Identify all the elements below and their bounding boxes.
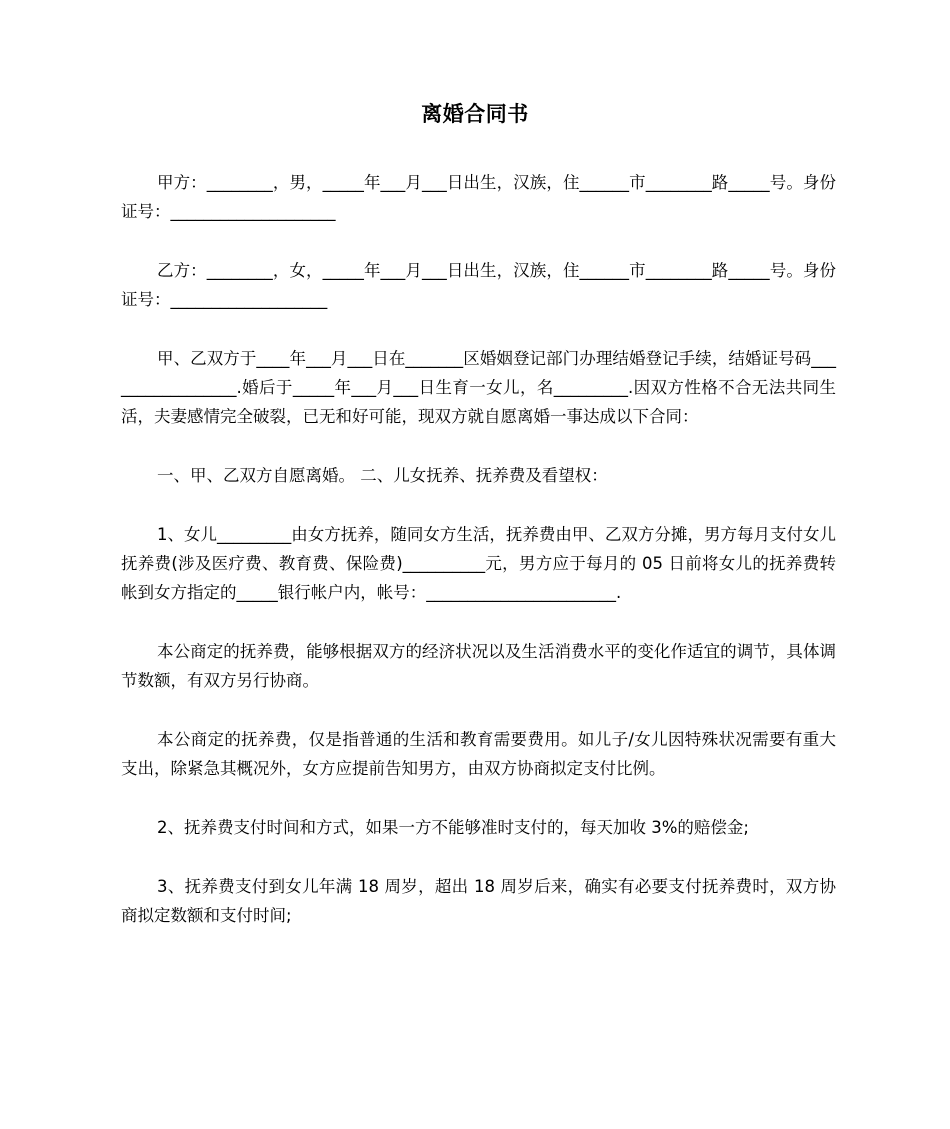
document-title: 离婚合同书	[421, 102, 529, 126]
clause-heading-paragraph: 一、甲、乙双方自愿离婚。 二、儿女抚养、抚养费及看望权：	[157, 466, 608, 485]
payment-terms-paragraph: 2、抚养费支付时间和方式，如果一方不能够准时支付的，每天加收 3%的赔偿金;	[157, 818, 749, 837]
document-body	[121, 168, 836, 960]
payment-duration-paragraph: 3、抚养费支付到女儿年满 18 周岁，超出 18 周岁后来，确实有必要支付抚养费时，双方协商拟定数额和支付时间;	[121, 877, 836, 925]
party-a-paragraph: 甲方：________，男，_____年___月___日出生，汉族，住______市________路_____号。身份证号：____________________	[121, 173, 836, 221]
marriage-info-paragraph: 甲、乙双方于____年___月___日在_______区婚姻登记部门办理结婚登记手续，结婚证号码_________________.婚后于_____年___月___日生育一女儿，名_________.因双方性格不合无法共同生活，夫妻感情完全破裂，已无和好可能，现双方就自愿离婚一事达成以下合同：	[121, 349, 836, 426]
party-b-paragraph: 乙方：________，女，_____年___月___日出生，汉族，住______市________路_____号。身份证号：___________________	[121, 261, 836, 309]
support-adjustment-paragraph: 本公商定的抚养费，能够根据双方的经济状况以及生活消费水平的变化作适宜的调节，具体调节数额，有双方另行协商。	[121, 642, 836, 690]
support-scope-paragraph: 本公商定的抚养费，仅是指普通的生活和教育需要费用。如儿子/女儿因特殊状况需要有重大支出，除紧急其概况外，女方应提前告知男方，由双方协商拟定支付比例。	[121, 730, 836, 778]
custody-clause-paragraph: 1、女儿_________由女方抚养，随同女方生活，抚养费由甲、乙双方分摊，男方每月支付女儿抚养费(涉及医疗费、教育费、保险费)__________元，男方应于每月的 05 日前将女儿的抚养费转帐到女方指定的_____银行帐户内，帐号：_______________________.	[121, 525, 836, 602]
